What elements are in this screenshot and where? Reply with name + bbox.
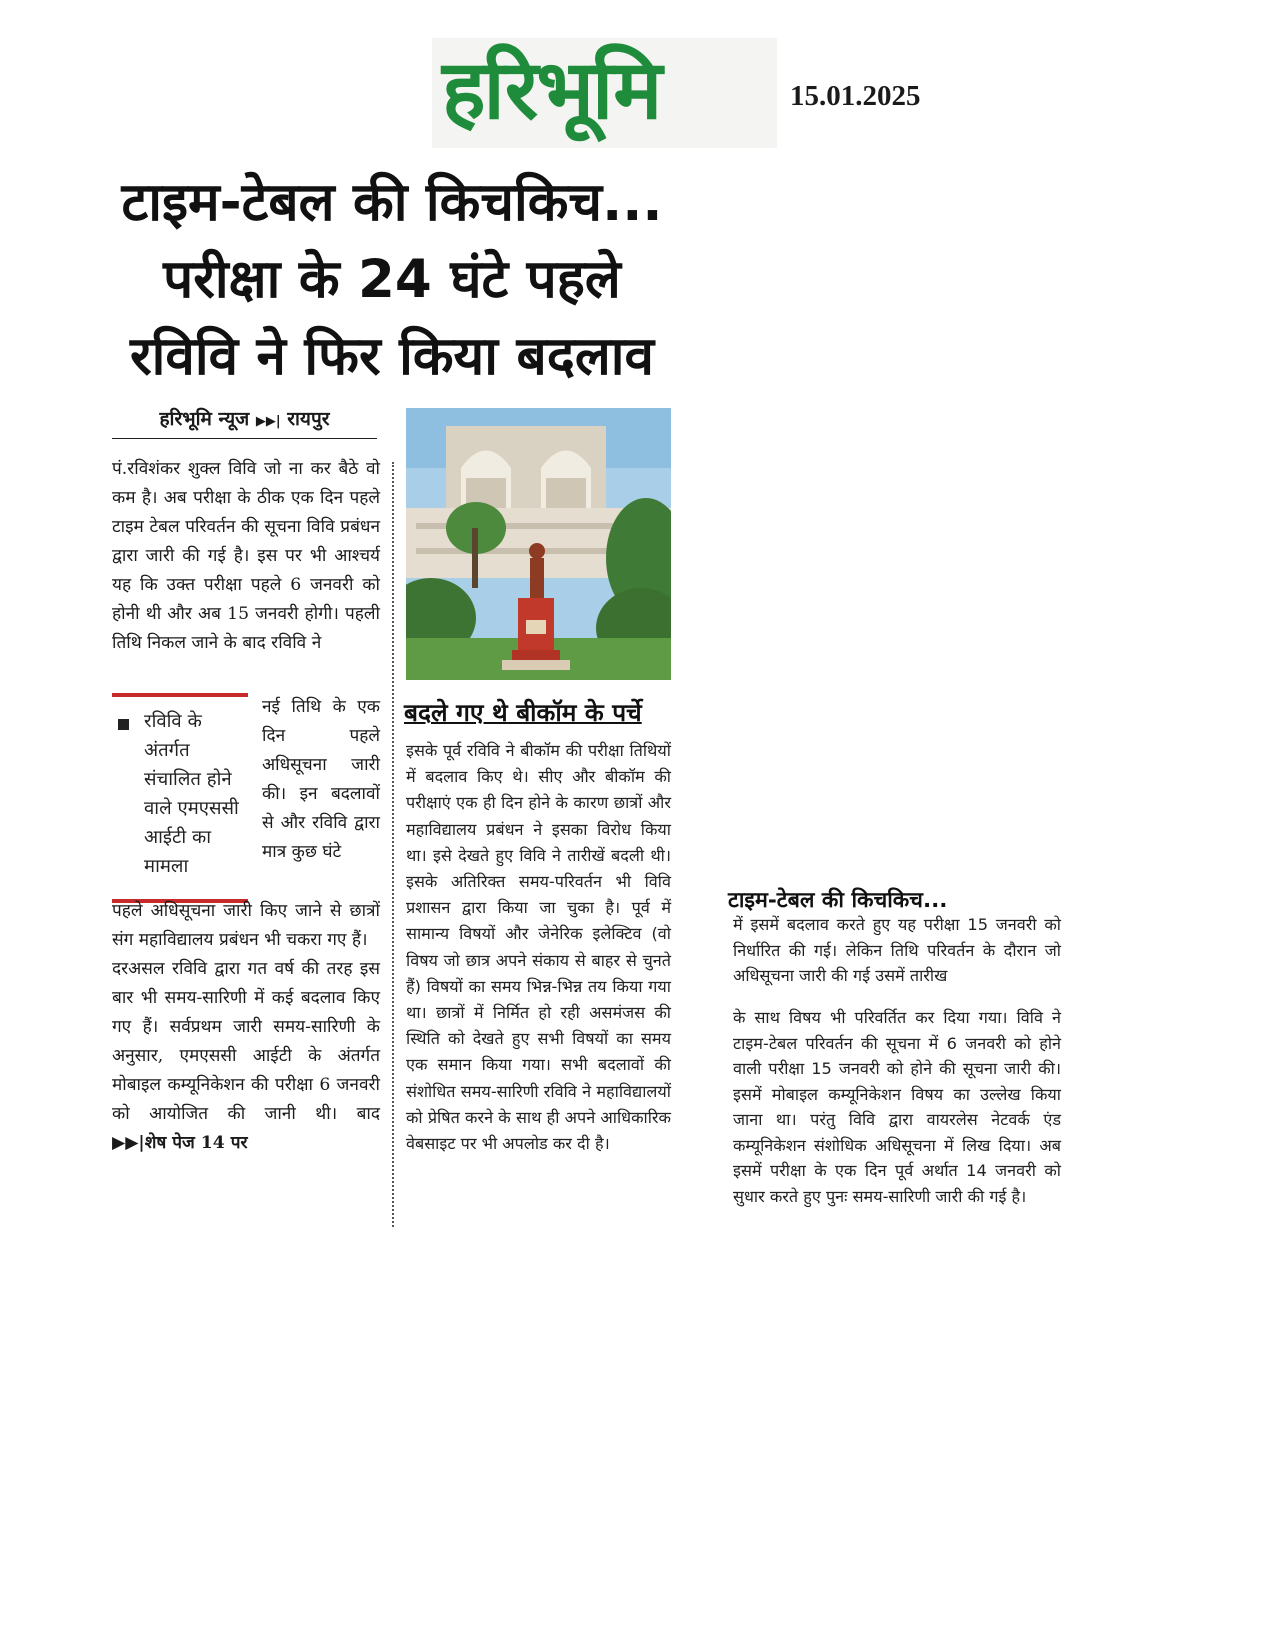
- article-wrap-text: नई तिथि के एक दिन पहले अधिसूचना जारी की। इन बदलावों से और रविवि द्वारा मात्र कुछ घंटे: [262, 697, 380, 862]
- newspaper-logo: हरिभूमि: [442, 43, 661, 138]
- byline-arrow-icon: ▶▶|: [255, 414, 281, 429]
- sidebar-story-paragraph: इसके पूर्व रविवि ने बीकॉम की परीक्षा तिथियों में बदलाव किए थे। सीए और बीकॉम की परीक्षाएं एक ही दिन होने के कारण छात्रों और महाविद्यालय प्रबंधन ने इसका विरोध किया था। इसे देखते हुए विवि ने तारीखें बदली थी। इसके अतिरिक्त समय-परिवर्तन भी विवि प्रशासन द्वारा किया जा चुका है। पूर्व में सामान्य विषयों और जेनेरिक इलेक्टिव (वो विषय जो छात्र अपने संकाय से बाहर से चुनते हैं) विषयों का समय भिन्न-भिन्न तय किया गया था। छात्रों में निर्मित हो रही असमंजस की स्थिति को देखते हुए सभी विषयों का समय एक समान किया गया। सभी बदलावों की संशोधित समय-सारिणी रविवि ने महाविद्यालयों को प्रेषित करने के साथ ही अपने आधिकारिक वेबसाइट पर भी अपलोड कर दी है।: [406, 741, 671, 1154]
- continuation-paragraph-a: में इसमें बदलाव करते हुए यह परीक्षा 15 जनवरी को निर्धारित की गई। लेकिन तिथि परिवर्तन के दौरान जो अधिसूचना जारी की गई उसमें तारीख: [733, 915, 1061, 985]
- publication-date: 15.01.2025: [790, 80, 921, 112]
- headline: [112, 164, 672, 395]
- article-paragraph-2: दरअसल रविवि द्वारा गत वर्ष की तरह इस बार भी समय-सारिणी में कई बदलाव किए गए हैं। सर्वप्रथम जारी समय-सारिणी के अनुसार, एमएससी आईटी के अंतर्गत मोबाइल कम्यूनिकेशन की परीक्षा 6 जनवरी को आयोजित की जानी थी। बाद ▶▶|शेष पेज 14 पर: [112, 959, 380, 1153]
- byline-place: रायपुर: [287, 408, 330, 430]
- article-column-1: [112, 455, 380, 658]
- column-divider: [392, 462, 394, 1227]
- continuation-block-b: [733, 1005, 1061, 1209]
- article-paragraph-1-end: पहले अधिसूचना जारी किए जाने से छात्रों संग महाविद्यालय प्रबंधन भी चकरा गए हैं।: [112, 901, 380, 950]
- continuation-block-a: [733, 912, 1061, 989]
- sidebar-story-body: [406, 738, 671, 1157]
- byline: [112, 404, 377, 439]
- pull-quote-text: रविवि के अंतर्गत संचालित होने वाले एमएससी आईटी का मामला: [144, 711, 239, 877]
- masthead-logo: [432, 38, 777, 148]
- article-column-1-bottom: [112, 897, 380, 1158]
- university-statue-photo: [406, 408, 671, 680]
- headline-line-3: रविवि ने फिर किया बदलाव: [130, 326, 654, 387]
- square-bullet-icon: [118, 719, 129, 730]
- continuation-heading: टाइम-टेबल की किचकिच...: [728, 888, 948, 913]
- continuation-paragraph-b: के साथ विषय भी परिवर्तित कर दिया गया। विवि ने टाइम-टेबल परिवर्तन की सूचना में 6 जनवरी को होने वाली परीक्षा 15 जनवरी को होने की सूचना जारी की। इसमें मोबाइल कम्यूनिकेशन विषय का उल्लेख किया जाना था। परंतु विवि द्वारा वायरलेस नेटवर्क एंड कम्यूनिकेशन संशोधिक अधिसूचना में लिख दिया। अब इसमें परीक्षा के एक दिन पूर्व अर्थात 14 जनवरी को सुधार करते हुए पुनः समय-सारिणी जारी की गई है।: [733, 1008, 1061, 1206]
- headline-line-2: परीक्षा के 24 घंटे पहले: [163, 249, 621, 310]
- byline-source: हरिभूमि न्यूज: [159, 408, 250, 430]
- pull-quote: [112, 693, 248, 903]
- continued-on-page-link[interactable]: ▶▶|शेष पेज 14 पर: [112, 1133, 248, 1153]
- sidebar-subheadline: बदले गए थे बीकॉम के पर्चे: [404, 698, 642, 727]
- headline-line-1: टाइम-टेबल की किचकिच...: [121, 172, 663, 233]
- article-paragraph-1: पं.रविशंकर शुक्ल विवि जो ना कर बैठे वो कम है। अब परीक्षा के ठीक एक दिन पहले टाइम टेबल परिवर्तन की सूचना विवि प्रबंधन द्वारा जारी की गई है। इस पर भी आश्चर्य यह कि उक्त परीक्षा पहले 6 जनवरी को होनी थी और अब 15 जनवरी होगी। पहली तिथि निकल जाने के बाद रविवि ने: [112, 459, 380, 653]
